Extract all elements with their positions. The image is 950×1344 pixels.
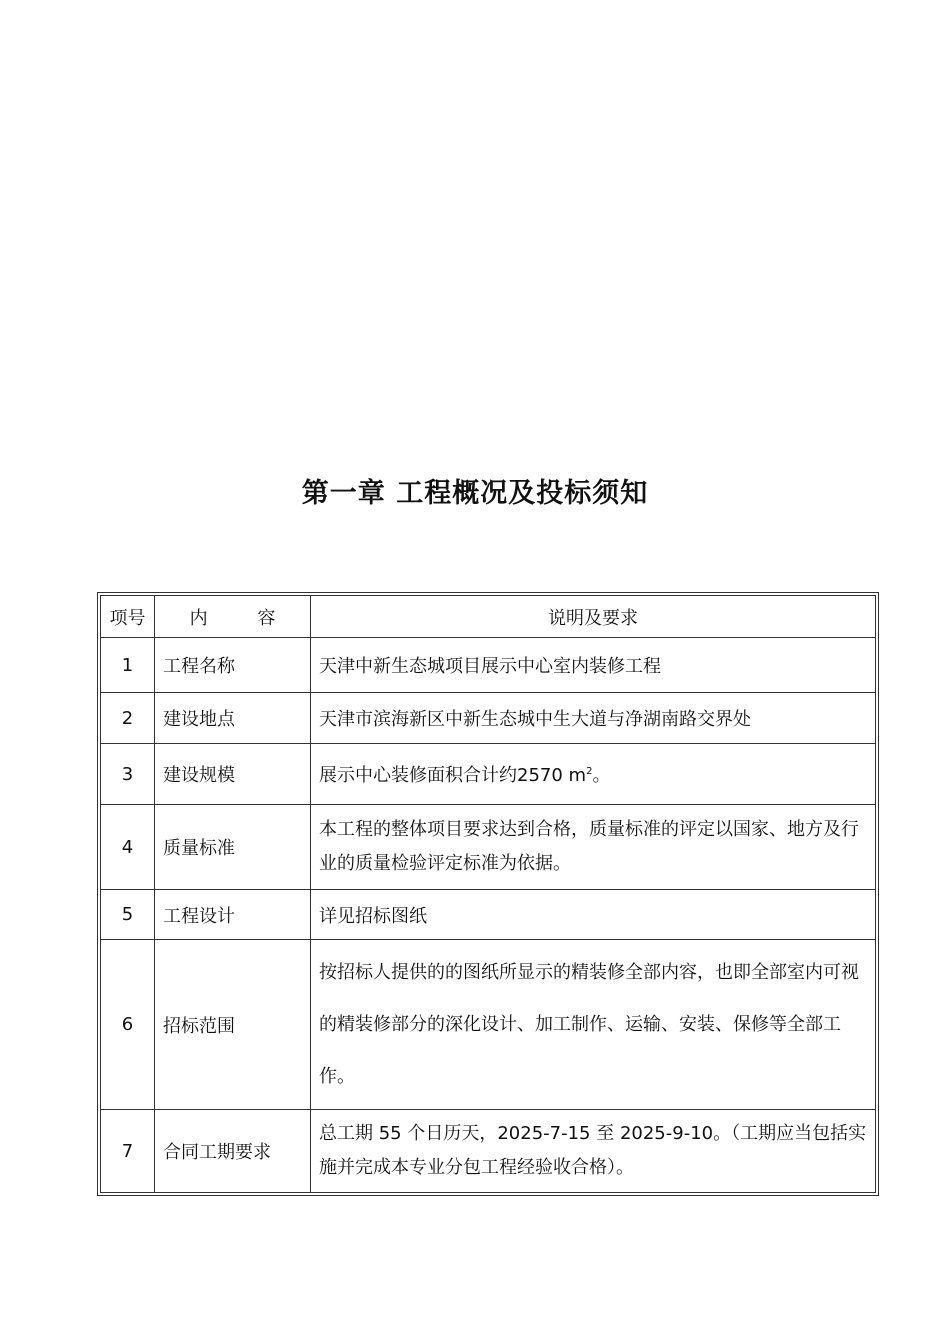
row-desc: 本工程的整体项目要求达到合格，质量标准的评定以国家、地方及行业的质量检验评定标准为依据。 [311,805,876,890]
row-item: 建设规模 [155,744,311,805]
table-row [101,890,876,940]
table-header-row [101,596,876,638]
row-num: 6 [101,940,155,1110]
row-desc: 展示中心装修面积合计约2570 m [319,765,587,786]
chapter-title: 第一章 工程概况及投标须知 [301,478,649,509]
table-row [101,1110,876,1193]
area-unit-superscript: 2 [586,766,593,777]
row-num: 4 [101,805,155,890]
table-row [101,744,876,805]
overview-table [100,595,876,1193]
header-item: 内 容 [155,596,311,638]
row-desc-tail: 。 [592,765,611,786]
row-item: 工程设计 [155,890,311,940]
table-row [101,805,876,890]
row-num: 7 [101,1110,155,1193]
table-row [101,693,876,744]
row-num: 2 [101,693,155,744]
row-num: 5 [101,890,155,940]
row-item: 质量标准 [155,805,311,890]
row-desc: 总工期 55 个日历天，2025-7-15 至 2025-9-10。（工期应当包括实施并完成本专业分包工程经验收合格）。 [311,1110,876,1193]
row-desc: 按招标人提供的的图纸所显示的精装修全部内容，也即全部室内可视的精装修部分的深化设计、加工制作、运输、安装、保修等全部工作。 [311,940,876,1110]
row-num: 1 [101,638,155,693]
row-desc: 详见招标图纸 [311,890,876,940]
row-num: 3 [101,744,155,805]
row-item: 工程名称 [155,638,311,693]
table-row [101,940,876,1110]
row-desc: 天津中新生态城项目展示中心室内装修工程 [311,638,876,693]
table-row [101,638,876,693]
row-desc: 天津市滨海新区中新生态城中生大道与净湖南路交界处 [311,693,876,744]
row-desc-cell [311,744,876,805]
row-item: 合同工期要求 [155,1110,311,1193]
overview-table-frame [97,592,879,1196]
header-desc: 说明及要求 [311,596,876,638]
row-item: 招标范围 [155,940,311,1110]
row-item: 建设地点 [155,693,311,744]
header-num: 项号 [101,596,155,638]
